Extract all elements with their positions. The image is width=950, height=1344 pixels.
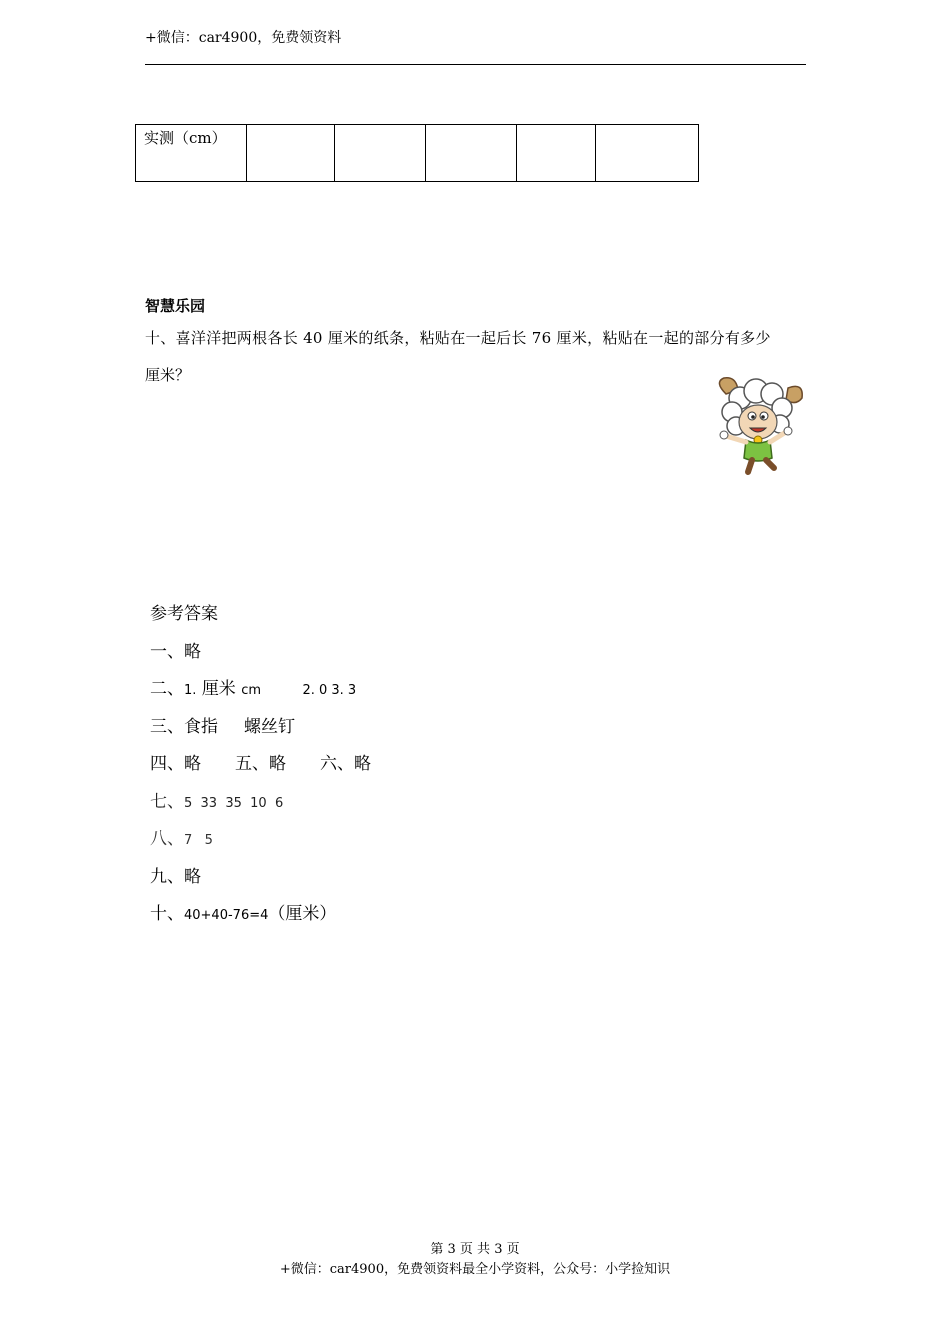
answer-9: 九、略 <box>150 867 201 887</box>
answer-6: 六、略 <box>320 754 371 774</box>
answer-10 <box>150 899 336 924</box>
answers-title: 参考答案 <box>150 604 218 624</box>
table-row <box>136 125 699 182</box>
table-cell <box>596 125 699 182</box>
table-cell <box>335 125 426 182</box>
answer-3-part1: 三、食指 <box>150 717 218 737</box>
answer-8-prefix: 八、 <box>150 829 184 849</box>
answer-4 <box>150 749 371 774</box>
answer-8 <box>150 824 213 849</box>
measurement-table <box>135 124 699 182</box>
answer-2-prefix: 二、 <box>150 679 184 699</box>
header-divider <box>145 64 806 65</box>
answer-1: 一、略 <box>150 642 201 662</box>
table-cell <box>517 125 596 182</box>
section-title: 智慧乐园 <box>145 297 206 315</box>
answer-8-values: 7 5 <box>184 833 213 848</box>
footer-note: +微信：car4900，免费领资料最全小学资料，公众号：小学捡知识 <box>279 1262 671 1277</box>
answer-10-prefix: 十、 <box>150 904 184 924</box>
page-header: +微信：car4900，免费领资料 <box>145 30 342 46</box>
answer-5: 五、略 <box>235 754 286 774</box>
answer-10-unit: （厘米） <box>268 904 337 924</box>
row-label: 实测（cm） <box>136 125 247 182</box>
answer-4-part1: 四、略 <box>150 754 201 774</box>
answer-2-unit-cn: 厘米 <box>201 679 236 699</box>
answer-2 <box>150 674 356 699</box>
answer-10-expression: 40+40-76=4 <box>184 908 269 923</box>
table-cell <box>247 125 335 182</box>
table-cell <box>426 125 517 182</box>
answer-7-values: 5 33 35 10 6 <box>184 796 284 811</box>
answer-7 <box>150 787 283 812</box>
page-number: 第 3 页 共 3 页 <box>430 1242 520 1257</box>
answer-7-prefix: 七、 <box>150 792 184 812</box>
answer-2-unit-en: cm <box>241 683 262 698</box>
answer-3 <box>150 712 295 737</box>
answer-3-part2: 螺丝钉 <box>244 717 295 737</box>
question-text-continued: 厘米？ <box>145 366 191 384</box>
answer-2-num: 1. <box>184 683 197 698</box>
cartoon-sheep-icon <box>712 376 808 476</box>
question-text: 十、喜洋洋把两根各长 40 厘米的纸条，粘贴在一起后长 76 厘米，粘贴在一起的部分有多少 <box>145 329 771 347</box>
answer-2-rest: 2. 0 3. 3 <box>302 683 357 698</box>
